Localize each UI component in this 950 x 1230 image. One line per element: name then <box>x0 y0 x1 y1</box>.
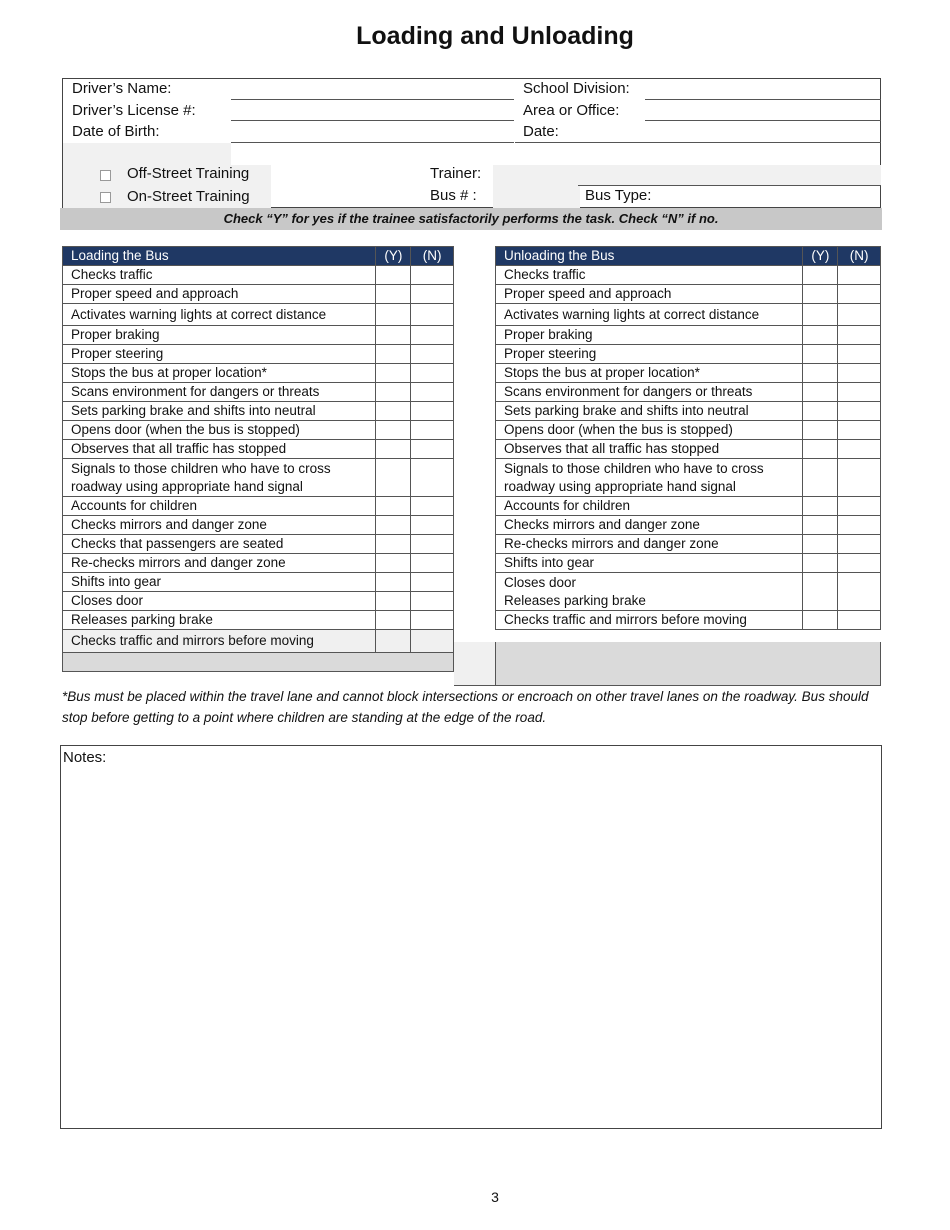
date-of-birth-field[interactable] <box>231 142 514 143</box>
table-row <box>496 345 881 364</box>
no-cell[interactable] <box>411 421 454 440</box>
task-label-line1: Closes door <box>504 574 577 590</box>
task-label-line1: Signals to those children who have to cross <box>71 460 331 476</box>
gutter-shade <box>454 642 496 686</box>
off-street-checkbox[interactable] <box>100 170 111 181</box>
loading-yes-header: (Y) <box>376 247 411 266</box>
trainer-field[interactable] <box>578 185 881 186</box>
table-row <box>496 611 881 630</box>
table-row <box>496 497 881 516</box>
task-label: Scans environment for dangers or threats <box>496 383 803 402</box>
loading-checklist-table <box>62 246 454 672</box>
no-cell[interactable] <box>411 364 454 383</box>
table-row <box>496 402 881 421</box>
yes-cell[interactable] <box>376 440 411 459</box>
blank-row <box>63 653 454 672</box>
table-row <box>63 611 454 630</box>
table-row <box>63 326 454 345</box>
yes-cell[interactable] <box>376 383 411 402</box>
no-cell[interactable] <box>411 535 454 554</box>
table-row <box>63 592 454 611</box>
blank-cell <box>63 653 454 672</box>
yes-cell[interactable] <box>376 421 411 440</box>
no-cell[interactable] <box>838 285 881 304</box>
task-label: Sets parking brake and shifts into neutral <box>496 402 803 421</box>
no-cell[interactable] <box>838 459 881 497</box>
table-row <box>496 516 881 535</box>
table-row <box>496 421 881 440</box>
task-label-line2: roadway using appropriate hand signal <box>71 478 303 494</box>
loading-header-row <box>63 247 454 266</box>
task-label: Activates warning lights at correct distance <box>496 304 803 326</box>
bus-type-label: Bus Type: <box>585 187 652 204</box>
table-row <box>63 440 454 459</box>
yes-cell[interactable] <box>376 402 411 421</box>
instruction-bar: Check “Y” for yes if the trainee satisfactorily performs the task. Check “N” if no. <box>60 208 882 230</box>
yes-cell[interactable] <box>803 285 838 304</box>
no-cell[interactable] <box>838 611 881 630</box>
no-cell[interactable] <box>411 497 454 516</box>
no-cell[interactable] <box>411 266 454 285</box>
no-cell[interactable] <box>838 326 881 345</box>
yes-cell[interactable] <box>376 345 411 364</box>
no-cell[interactable] <box>838 516 881 535</box>
on-street-checkbox[interactable] <box>100 192 111 203</box>
no-cell[interactable] <box>838 364 881 383</box>
table-row <box>63 573 454 592</box>
no-cell[interactable] <box>838 383 881 402</box>
task-label <box>496 459 803 497</box>
task-label: Accounts for children <box>496 497 803 516</box>
task-label: Checks traffic and mirrors before moving <box>63 630 376 653</box>
table-row <box>63 345 454 364</box>
task-label: Opens door (when the bus is stopped) <box>496 421 803 440</box>
no-cell[interactable] <box>411 554 454 573</box>
task-label <box>63 459 376 497</box>
table-row <box>63 554 454 573</box>
yes-cell[interactable] <box>376 535 411 554</box>
loading-no-header: (N) <box>411 247 454 266</box>
table-row <box>63 421 454 440</box>
page-number: 3 <box>491 1189 499 1205</box>
unloading-checklist-table <box>495 246 881 630</box>
table-row <box>496 573 881 611</box>
school-division-label: School Division: <box>523 80 630 97</box>
yes-cell[interactable] <box>803 497 838 516</box>
task-label: Checks traffic <box>496 266 803 285</box>
page-title: Loading and Unloading <box>356 22 634 50</box>
table-row <box>496 364 881 383</box>
yes-cell[interactable] <box>803 611 838 630</box>
yes-cell[interactable] <box>376 497 411 516</box>
task-label: Proper speed and approach <box>63 285 376 304</box>
yes-cell[interactable] <box>803 383 838 402</box>
yes-cell[interactable] <box>376 516 411 535</box>
yes-cell[interactable] <box>803 364 838 383</box>
unloading-blank-block <box>495 642 881 686</box>
task-label: Proper braking <box>63 326 376 345</box>
table-row <box>63 266 454 285</box>
task-label: Proper braking <box>496 326 803 345</box>
no-cell[interactable] <box>411 345 454 364</box>
no-cell[interactable] <box>838 304 881 326</box>
yes-cell[interactable] <box>376 364 411 383</box>
no-cell[interactable] <box>411 611 454 630</box>
table-row <box>63 285 454 304</box>
no-cell[interactable] <box>838 402 881 421</box>
area-or-office-field[interactable] <box>645 120 881 121</box>
no-cell[interactable] <box>411 630 454 653</box>
yes-cell[interactable] <box>803 345 838 364</box>
task-label: Stops the bus at proper location* <box>63 364 376 383</box>
yes-cell[interactable] <box>376 326 411 345</box>
school-division-field[interactable] <box>645 99 881 100</box>
yes-cell[interactable] <box>376 285 411 304</box>
area-or-office-label: Area or Office: <box>523 102 620 119</box>
task-label: Checks mirrors and danger zone <box>63 516 376 535</box>
no-cell[interactable] <box>411 326 454 345</box>
yes-cell[interactable] <box>376 611 411 630</box>
task-label: Shifts into gear <box>63 573 376 592</box>
yes-cell[interactable] <box>376 459 411 497</box>
task-label: Re-checks mirrors and danger zone <box>496 535 803 554</box>
task-label: Observes that all traffic has stopped <box>496 440 803 459</box>
yes-cell[interactable] <box>803 304 838 326</box>
drivers-name-field[interactable] <box>231 99 514 100</box>
yes-cell[interactable] <box>376 266 411 285</box>
task-label: Scans environment for dangers or threats <box>63 383 376 402</box>
on-street-label: On-Street Training <box>127 188 250 205</box>
no-cell[interactable] <box>411 573 454 592</box>
trainer-label: Trainer: <box>430 165 482 182</box>
table-row <box>63 535 454 554</box>
no-cell[interactable] <box>838 421 881 440</box>
no-cell[interactable] <box>411 383 454 402</box>
task-label: Re-checks mirrors and danger zone <box>63 554 376 573</box>
yes-cell[interactable] <box>803 266 838 285</box>
task-label: Proper steering <box>63 345 376 364</box>
task-label: Proper steering <box>496 345 803 364</box>
task-label: Activates warning lights at correct distance <box>63 304 376 326</box>
yes-cell[interactable] <box>376 630 411 653</box>
table-row <box>63 630 454 653</box>
yes-cell[interactable] <box>803 402 838 421</box>
no-cell[interactable] <box>838 497 881 516</box>
yes-cell[interactable] <box>803 554 838 573</box>
task-label: Checks mirrors and danger zone <box>496 516 803 535</box>
task-label: Opens door (when the bus is stopped) <box>63 421 376 440</box>
task-label: Checks traffic and mirrors before moving <box>496 611 803 630</box>
task-label: Stops the bus at proper location* <box>496 364 803 383</box>
table-row <box>63 459 454 497</box>
table-row <box>496 285 881 304</box>
table-row <box>496 304 881 326</box>
drivers-name-label: Driver’s Name: <box>72 80 172 97</box>
footnote: *Bus must be placed within the travel lane and cannot block intersections or encroach on other travel lanes on the roadway. Bus should stop before getting to a point where children are standing at the edge of the road. <box>62 689 869 725</box>
trainer-field-shade <box>580 165 881 186</box>
no-cell[interactable] <box>838 554 881 573</box>
task-label: Sets parking brake and shifts into neutral <box>63 402 376 421</box>
task-label: Proper speed and approach <box>496 285 803 304</box>
yes-cell[interactable] <box>803 459 838 497</box>
unloading-no-header: (N) <box>838 247 881 266</box>
task-label: Accounts for children <box>63 497 376 516</box>
notes-box[interactable] <box>60 745 882 1129</box>
table-row <box>496 440 881 459</box>
table-row <box>496 554 881 573</box>
no-cell[interactable] <box>411 440 454 459</box>
task-label: Observes that all traffic has stopped <box>63 440 376 459</box>
table-row <box>63 364 454 383</box>
table-row <box>496 383 881 402</box>
unloading-header-row <box>496 247 881 266</box>
unloading-heading: Unloading the Bus <box>496 247 803 266</box>
date-of-birth-label: Date of Birth: <box>72 123 160 140</box>
table-row <box>63 304 454 326</box>
trainer-shade <box>493 165 580 208</box>
date-label: Date: <box>523 123 559 140</box>
no-cell[interactable] <box>411 304 454 326</box>
no-cell[interactable] <box>838 535 881 554</box>
no-cell[interactable] <box>838 345 881 364</box>
no-cell[interactable] <box>411 516 454 535</box>
no-cell[interactable] <box>411 402 454 421</box>
no-cell[interactable] <box>838 573 881 611</box>
yes-cell[interactable] <box>376 554 411 573</box>
unloading-yes-header: (Y) <box>803 247 838 266</box>
yes-cell[interactable] <box>376 592 411 611</box>
yes-cell[interactable] <box>803 326 838 345</box>
off-street-label: Off-Street Training <box>127 165 250 182</box>
no-cell[interactable] <box>411 285 454 304</box>
table-row <box>496 535 881 554</box>
yes-cell[interactable] <box>376 304 411 326</box>
notes-label: Notes: <box>63 749 107 766</box>
driver-info-box <box>62 78 881 208</box>
table-row <box>496 459 881 497</box>
drivers-license-field[interactable] <box>231 120 514 121</box>
task-label: Closes door <box>63 592 376 611</box>
task-label-line1: Signals to those children who have to cross <box>504 460 764 476</box>
yes-cell[interactable] <box>803 573 838 611</box>
task-label-line2: roadway using appropriate hand signal <box>504 478 736 494</box>
table-row <box>63 516 454 535</box>
task-label: Checks that passengers are seated <box>63 535 376 554</box>
table-row <box>63 402 454 421</box>
yes-cell[interactable] <box>803 440 838 459</box>
date-field[interactable] <box>515 142 881 143</box>
drivers-license-label: Driver’s License #: <box>72 102 196 119</box>
no-cell[interactable] <box>838 266 881 285</box>
table-row <box>63 497 454 516</box>
table-row <box>496 266 881 285</box>
table-row <box>63 383 454 402</box>
table-row <box>496 326 881 345</box>
yes-cell[interactable] <box>803 535 838 554</box>
task-label: Releases parking brake <box>63 611 376 630</box>
yes-cell[interactable] <box>376 573 411 592</box>
yes-cell[interactable] <box>803 516 838 535</box>
task-label-line2: Releases parking brake <box>504 592 646 608</box>
task-label: Checks traffic <box>63 266 376 285</box>
task-label <box>496 573 803 611</box>
task-label: Shifts into gear <box>496 554 803 573</box>
no-cell[interactable] <box>411 459 454 497</box>
bus-number-label: Bus # : <box>430 187 477 204</box>
loading-heading: Loading the Bus <box>63 247 376 266</box>
yes-cell[interactable] <box>803 421 838 440</box>
no-cell[interactable] <box>838 440 881 459</box>
no-cell[interactable] <box>411 592 454 611</box>
